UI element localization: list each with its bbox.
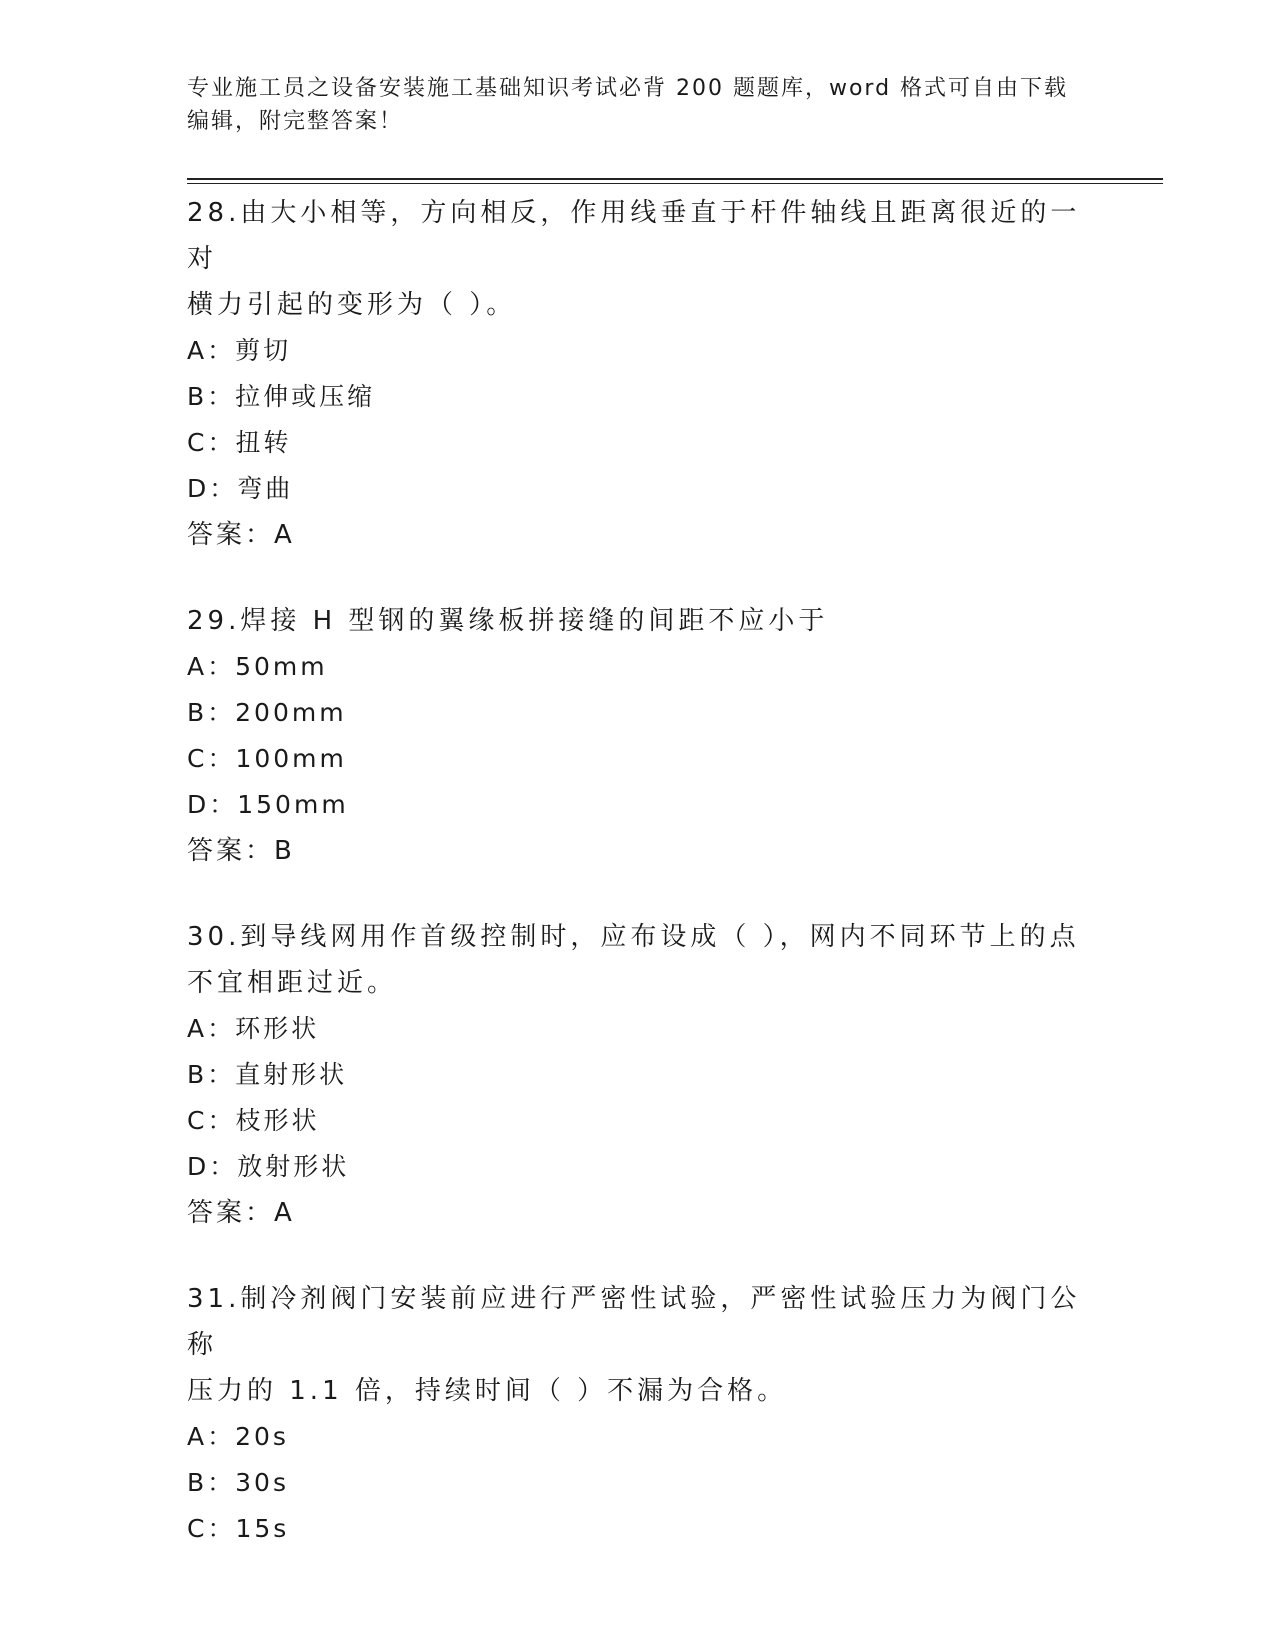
answer-text: 答案：A xyxy=(187,520,295,550)
option-c: C：15s xyxy=(187,1514,290,1543)
option-a: A：环形状 xyxy=(187,1014,320,1043)
option-b: B：30s xyxy=(187,1468,289,1497)
question-text-line-1: 28.由大小相等，方向相反，作用线垂直于杆件轴线且距离很近的一对 xyxy=(187,198,1081,274)
option-c: C：100mm xyxy=(187,744,347,773)
question-text-line-2: 横力引起的变形为（ ）。 xyxy=(187,290,517,320)
question-text-line-2: 压力的 1.1 倍，持续时间（ ）不漏为合格。 xyxy=(187,1376,788,1406)
answer-text: 答案：A xyxy=(187,1198,295,1228)
header-line-2: 编辑，附完整答案！ xyxy=(187,109,404,134)
option-c: C：扭转 xyxy=(187,428,292,457)
header-line-1: 专业施工员之设备安装施工基础知识考试必背 200 题题库，word 格式可自由下载 xyxy=(187,76,1069,101)
question-30 xyxy=(187,914,1087,1236)
header-divider-thin xyxy=(187,183,1163,184)
question-text-line-2: 不宜相距过近。 xyxy=(187,968,398,998)
option-c: C：枝形状 xyxy=(187,1106,320,1135)
option-b: B：200mm xyxy=(187,698,347,727)
question-text-line-1: 29.焊接 H 型钢的翼缘板拼接缝的间距不应小于 xyxy=(187,606,829,636)
header-divider-thick xyxy=(187,178,1163,180)
option-a: A：20s xyxy=(187,1422,289,1451)
question-28 xyxy=(187,190,1087,558)
option-a: A：剪切 xyxy=(187,336,292,365)
question-text-line-1: 30.到导线网用作首级控制时，应布设成（ ），网内不同环节上的点 xyxy=(187,922,1080,952)
question-29 xyxy=(187,598,1087,874)
question-31 xyxy=(187,1276,1087,1552)
option-d: D：150mm xyxy=(187,790,349,819)
option-d: D：弯曲 xyxy=(187,474,294,503)
question-text-line-1: 31.制冷剂阀门安装前应进行严密性试验，严密性试验压力为阀门公称 xyxy=(187,1284,1081,1360)
option-b: B：拉伸或压缩 xyxy=(187,382,376,411)
option-b: B：直射形状 xyxy=(187,1060,348,1089)
document-header xyxy=(187,72,1087,138)
option-a: A：50mm xyxy=(187,652,328,681)
answer-text: 答案：B xyxy=(187,836,295,866)
question-list xyxy=(187,190,1087,1582)
option-d: D：放射形状 xyxy=(187,1152,350,1181)
